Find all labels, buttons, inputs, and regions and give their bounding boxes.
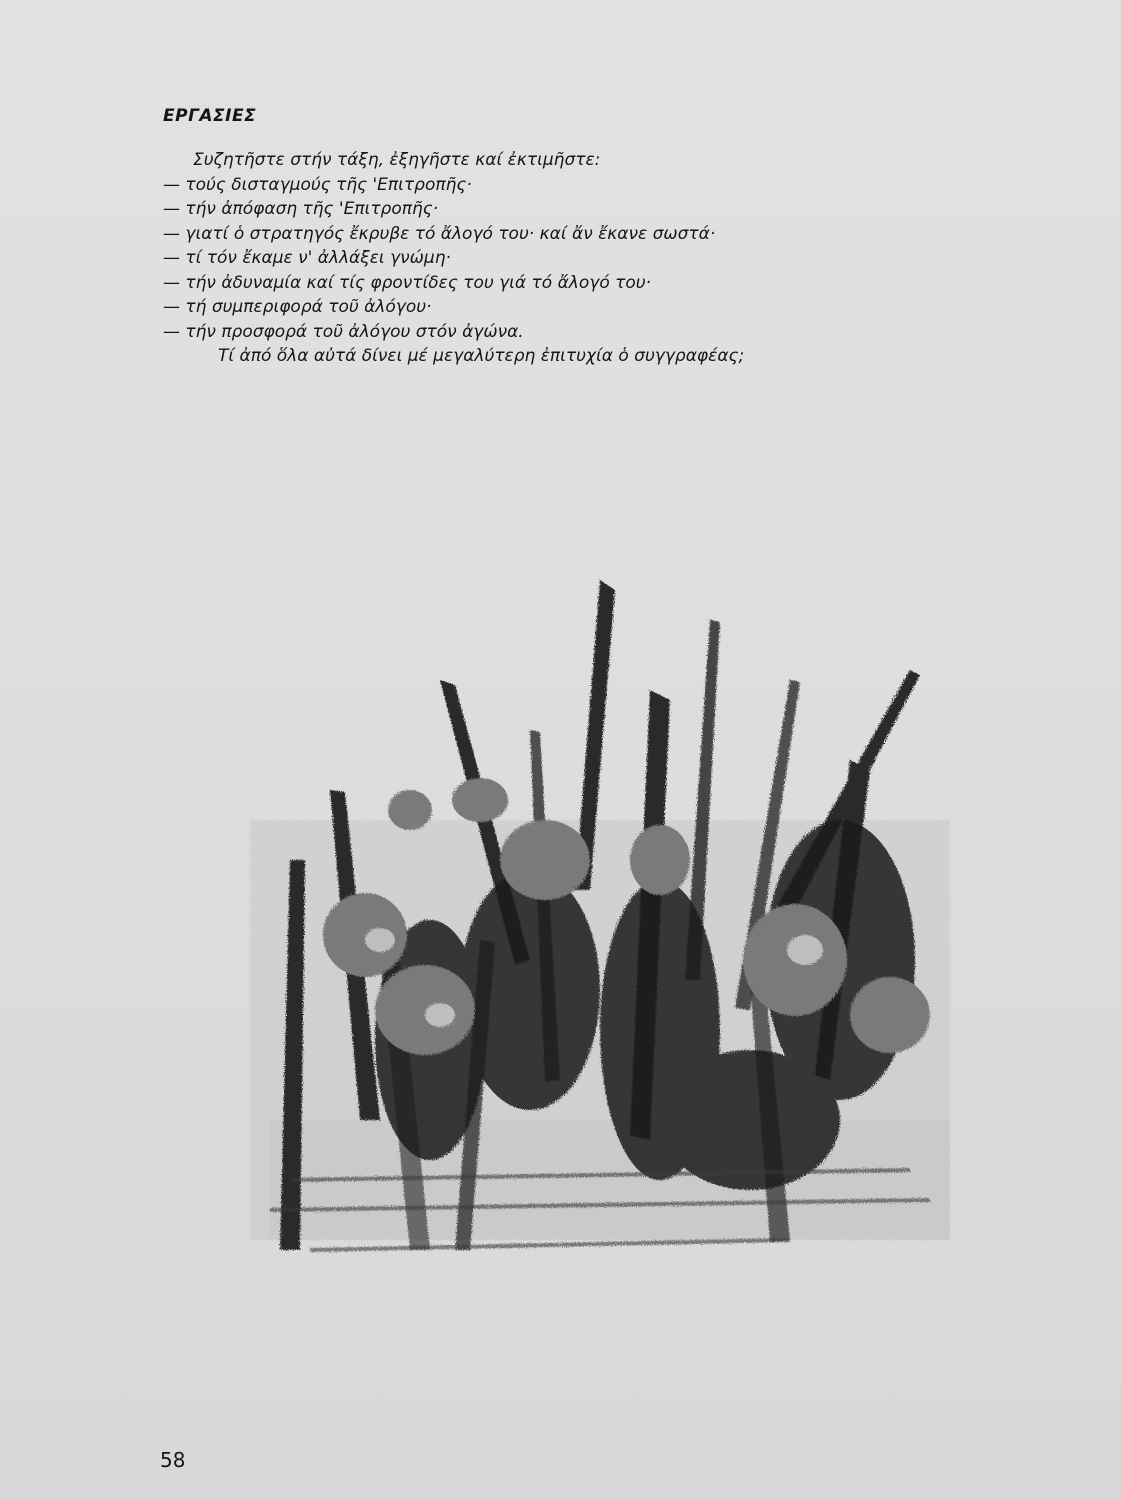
list-item: — τήν ἀδυναμία καί τίς φροντίδες του γιά τό ἄλογό του· [163,272,651,293]
page-number: 58 [160,1448,186,1472]
list-item: — τήν ἀπόφαση τῆς 'Επιτροπῆς· [163,199,439,219]
list-item: — τούς δισταγμούς τῆς 'Επιτροπῆς· [163,174,472,195]
list-item: — γιατί ὁ στρατηγός ἔκρυβε τό ἄλογό του· καί ἄν ἔκανε σωστά· [163,223,716,244]
flowers-ink-illustration-icon [230,560,990,1280]
exercise-list [163,148,943,369]
closing-question: Τί ἀπό ὅλα αὐτά δίνει μέ μεγαλύτερη ἐπιτυχία ὁ συγγραφέας; [218,346,745,366]
list-item: — τήν προσφορά τοῦ ἀλόγου στόν ἀγώνα. [163,321,524,342]
list-item: — τί τόν ἔκαμε ν' ἀλλάξει γνώμη· [163,248,451,268]
section-heading: ΕΡΓΑΣΙΕΣ [163,106,257,126]
intro-line: Συζητῆστε στήν τάξη, ἐξηγῆστε καί ἐκτιμῆστε: [193,150,601,170]
list-item: — τή συμπεριφορά τοῦ ἀλόγου· [163,297,432,317]
